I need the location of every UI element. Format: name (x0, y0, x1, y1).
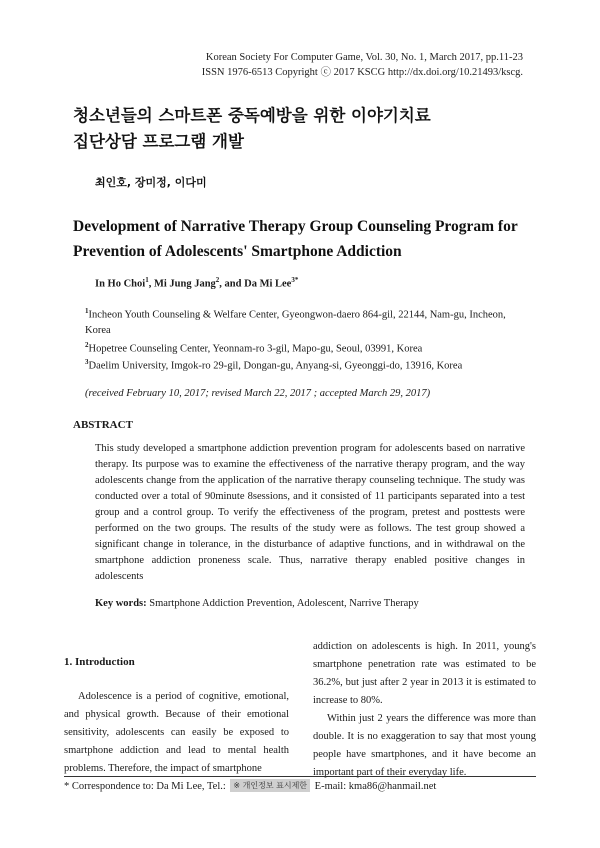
keywords (95, 598, 419, 609)
affiliation-text: Hopetree Counseling Center, Yeonnam-ro 3-gil, Mapo-gu, Seoul, 03991, Korea (88, 343, 423, 355)
intro-right-column (313, 638, 536, 782)
abstract-body: This study developed a smartphone addiction prevention program for adolescents based on narrative therapy. Its purpose was to examine the effectiveness of the narrative therapy program, and the way adolescents change from the application of the narrative therapy counseling technique. The study was conducted over a total of 90minute 8sessions, and it consisted of 11 participants separated into a test group and a control group. To verify the effectiveness of the program, pretest and posttests were performed on the two groups. The results of the study were as follows. The test group showed a significant change in tolerance, in the disturbance of adaptive functions, and in withdrawal on the smartphone addiction proneness scale. Thus, narrative therapy enabled positive changes in adolescents (95, 443, 525, 582)
journal-header (202, 50, 523, 80)
affiliation-text: Daelim University, Imgok-ro 29-gil, Dongan-gu, Anyang-si, Gyeonggi-do, 13916, Korea (88, 360, 463, 372)
author-separator: , (148, 278, 154, 290)
author-separator: , and (219, 278, 245, 290)
affiliation-sup: 3 (85, 358, 89, 366)
intro-paragraph: addiction on adolescents is high. In 2011, young's smartphone penetration rate was estimated to be 36.2%, but just after 2 year in 2013 it is estimated to increase to 80%. (313, 641, 536, 706)
correspondence-footnote (64, 779, 436, 792)
affiliation (85, 338, 525, 357)
author-sup: 3* (291, 276, 299, 284)
abstract-heading: ABSTRACT (73, 419, 133, 431)
intro-paragraph: Within just 2 years the difference was more than double. It is no exaggeration to say that most young people have smartphones, and it have become an important part of their everyday life. (313, 713, 536, 778)
footnote-email: E-mail: kma86@hanmail.net (314, 781, 437, 792)
keywords-text: Smartphone Addiction Prevention, Adolescent, Narrive Therapy (149, 598, 419, 609)
journal-citation: Korean Society For Computer Game, Vol. 30, No. 1, March 2017, pp.11-23 (205, 52, 523, 63)
redacted-phone: ※ 개인정보 표시제한 (230, 779, 310, 792)
intro-left-column (64, 688, 289, 778)
affiliation-text: Incheon Youth Counseling & Welfare Center, Gyeongwon-daero 864-gil, 22144, Nam-gu, Incheon, Korea (85, 309, 506, 336)
affiliation (85, 355, 525, 374)
english-title (73, 214, 533, 264)
author-name: In Ho Choi (95, 278, 146, 290)
korean-authors: 최인호, 장미정, 이다미 (95, 176, 207, 189)
affiliation (85, 304, 525, 338)
affiliation-sup: 1 (85, 307, 89, 315)
footnote-divider (64, 776, 536, 777)
section-heading: 1. Introduction (64, 656, 135, 668)
submission-dates: (received February 10, 2017; revised March 22, 2017 ; accepted March 29, 2017) (85, 388, 431, 399)
english-title-line2: Prevention of Adolescents' Smartphone Addiction (73, 243, 402, 260)
english-authors (95, 276, 298, 290)
author-name: Mi Jung Jang (153, 278, 216, 290)
intro-paragraph: Adolescence is a period of cognitive, emotional, and physical growth. Because of their emotional sensitivity, adolescents can easily be exposed to smartphone addiction and lead to mental health problems. Therefore, the impact of smartphone (64, 691, 289, 774)
korean-title-line1: 청소년들의 스마트폰 중독예방을 위한 이야기치료 (73, 106, 431, 125)
footnote-prefix: * Correspondence to: Da Mi Lee, Tel.: (64, 781, 226, 792)
english-title-line1: Development of Narrative Therapy Group Counseling Program for (73, 218, 518, 235)
affiliation-sup: 2 (85, 341, 89, 349)
journal-issn: ISSN 1976-6513 Copyright ⓒ 2017 KSCG http://dx.doi.org/10.21493/kscg. (201, 67, 523, 78)
keywords-label: Key words: (95, 598, 147, 609)
author-sup: 2 (215, 276, 220, 284)
korean-title-line2: 집단상담 프로그램 개발 (73, 132, 244, 151)
author-sup: 1 (145, 276, 149, 284)
korean-title (73, 103, 431, 155)
author-name: Da Mi Lee (244, 278, 292, 290)
